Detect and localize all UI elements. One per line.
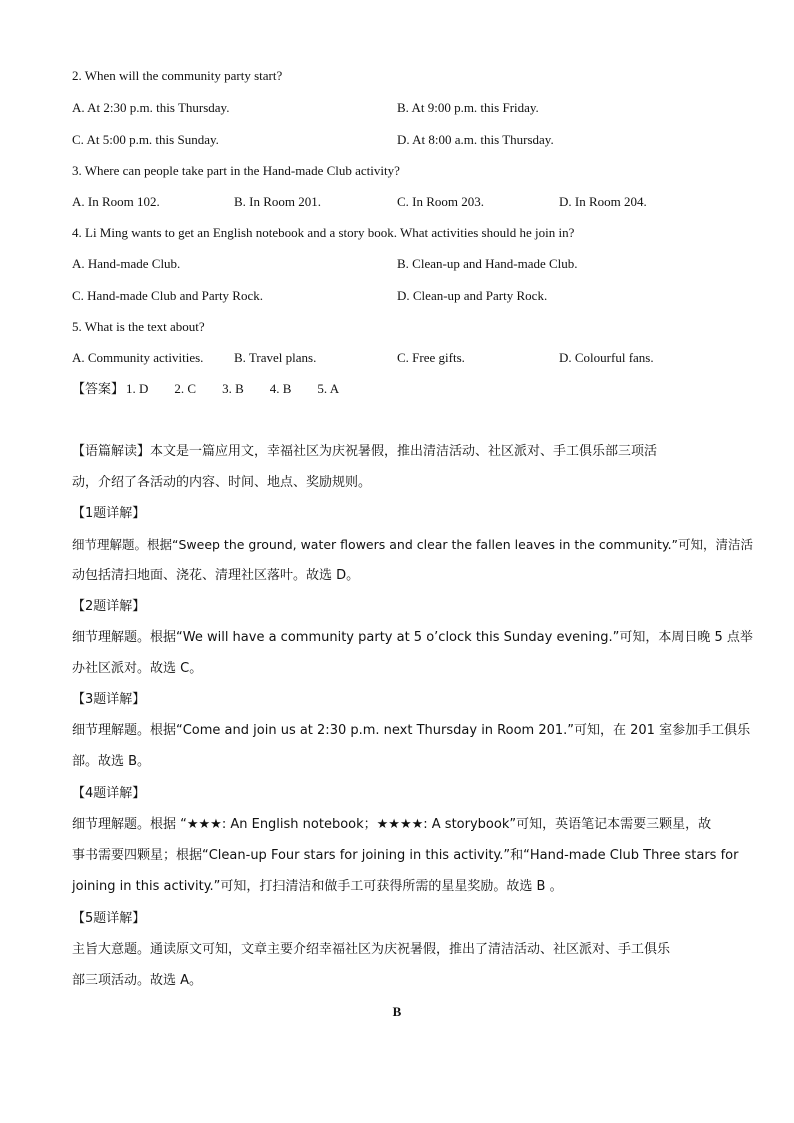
detail-3-heading: 【3题详解】 bbox=[72, 692, 146, 707]
answer-3: 3. B bbox=[222, 381, 244, 396]
answer-4: 4. B bbox=[269, 381, 292, 396]
question-2-option-c: C. At 5:00 p.m. this Sunday. bbox=[72, 132, 219, 147]
question-3-option-a: A. In Room 102. bbox=[72, 194, 160, 209]
question-5-option-d: D. Colourful fans. bbox=[559, 350, 654, 365]
question-5-option-a: A. Community activities. bbox=[72, 350, 204, 365]
question-5-option-b: B. Travel plans. bbox=[234, 350, 317, 365]
question-3-option-c: C. In Room 203. bbox=[397, 194, 485, 209]
question-4-option-d: D. Clean-up and Party Rock. bbox=[397, 288, 548, 303]
question-2-option-d: D. At 8:00 a.m. this Thursday. bbox=[397, 132, 554, 147]
answer-2: 2. C bbox=[174, 381, 197, 396]
passage-note-line-1: 【语篇解读】本文是一篇应用文，幸福社区为庆祝暑假，推出清洁活动、社区派对、手工俱乐部三项活 bbox=[72, 444, 658, 459]
detail-2-line-2: 办社区派对。故选 C。 bbox=[72, 661, 203, 676]
section-label: B bbox=[392, 1004, 402, 1019]
detail-3-line-2: 部。故选 B。 bbox=[72, 754, 151, 769]
detail-2-line-1: 细节理解题。根据“We will have a community party at 5 o’clock this Sunday evening.”可知，本周日晚 5 点举 bbox=[72, 630, 753, 645]
detail-1-heading: 【1题详解】 bbox=[72, 506, 146, 521]
question-2-option-b: B. At 9:00 p.m. this Friday. bbox=[397, 100, 539, 115]
question-5-option-c: C. Free gifts. bbox=[397, 350, 465, 365]
detail-4-line-1: 细节理解题。根据 “★★★: An English notebook；★★★★: A storybook”可知，英语笔记本需要三颗星，故 bbox=[72, 817, 712, 832]
detail-4-line-2: 事书需要四颗星；根据“Clean-up Four stars for joining in this activity.”和“Hand-made Club Three stars for bbox=[72, 848, 739, 863]
detail-1-line-2: 动包括清扫地面、浇花、清理社区落叶。故选 D。 bbox=[72, 568, 360, 583]
detail-4-line-3: joining in this activity.”可知，打扫清洁和做手工可获得所需的星星奖励。故选 B 。 bbox=[72, 879, 563, 894]
detail-2-heading: 【2题详解】 bbox=[72, 599, 146, 614]
detail-5-line-2: 部三项活动。故选 A。 bbox=[72, 973, 203, 988]
detail-5-heading: 【5题详解】 bbox=[72, 911, 146, 926]
detail-3-line-1: 细节理解题。根据“Come and join us at 2:30 p.m. next Thursday in Room 201.”可知，在 201 室参加手工俱乐 bbox=[72, 723, 751, 738]
question-3-option-b: B. In Room 201. bbox=[234, 194, 322, 209]
detail-1-line-1: 细节理解题。根据“Sweep the ground, water flowers and clear the fallen leaves in the community.”可知，清洁活 bbox=[72, 537, 754, 552]
question-4-stem: 4. Li Ming wants to get an English notebook and a story book. What activities should he join in? bbox=[72, 225, 575, 240]
answer-line bbox=[72, 381, 365, 398]
answer-5: 5. A bbox=[317, 381, 340, 396]
detail-4-heading: 【4题详解】 bbox=[72, 786, 146, 801]
answer-1: 1. D bbox=[126, 381, 149, 396]
question-4-option-a: A. Hand-made Club. bbox=[72, 256, 181, 271]
detail-5-line-1: 主旨大意题。通读原文可知，文章主要介绍幸福社区为庆祝暑假，推出了清洁活动、社区派对、手工俱乐 bbox=[72, 942, 671, 957]
passage-note-line-2: 动，介绍了各活动的内容、时间、地点、奖励规则。 bbox=[72, 475, 372, 490]
question-2-stem: 2. When will the community party start? bbox=[72, 68, 283, 83]
answer-label: 【答案】 bbox=[72, 382, 125, 397]
question-5-stem: 5. What is the text about? bbox=[72, 319, 205, 334]
question-3-option-d: D. In Room 204. bbox=[559, 194, 647, 209]
question-4-option-c: C. Hand-made Club and Party Rock. bbox=[72, 288, 263, 303]
question-2-option-a: A. At 2:30 p.m. this Thursday. bbox=[72, 100, 230, 115]
question-4-option-b: B. Clean-up and Hand-made Club. bbox=[397, 256, 578, 271]
question-3-stem: 3. Where can people take part in the Hand-made Club activity? bbox=[72, 163, 400, 178]
